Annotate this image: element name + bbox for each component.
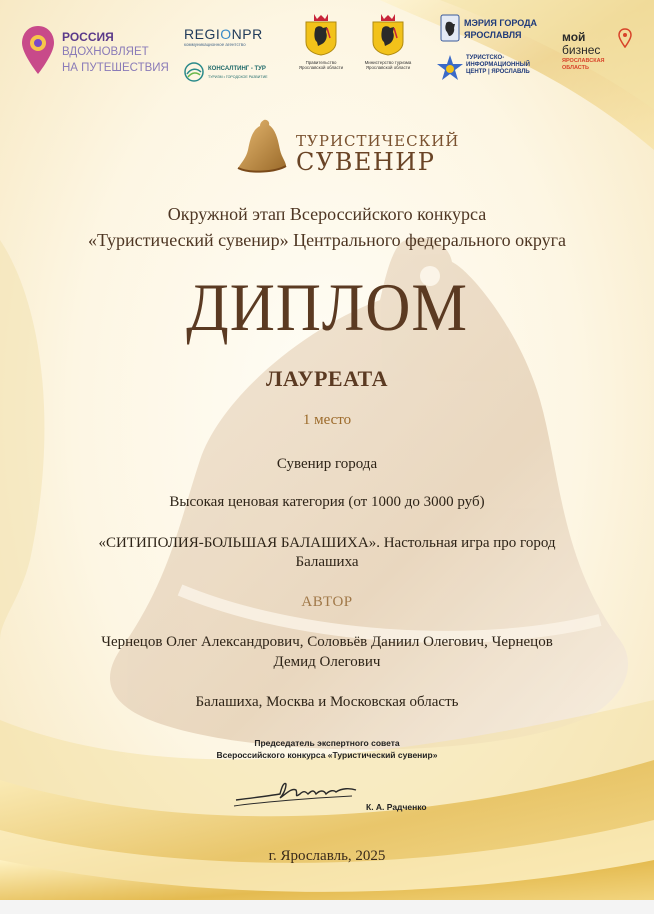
regionpr-subtitle: коммуникационное агентство: [184, 42, 246, 47]
meriya-yaroslavlya-logo: [440, 12, 560, 46]
rossiya-line3: НА ПУТЕШЕСТВИЯ: [62, 62, 169, 74]
star-emblem-icon: [436, 54, 464, 84]
pravitelstvo-caption-1: Правительство: [305, 60, 337, 65]
chair-position-line2: Всероссийского конкурса «Туристический сувенир»: [216, 750, 438, 760]
price-category: Высокая ценовая категория (от 1000 до 3000 руб): [169, 494, 485, 510]
diploma-title: ДИПЛОМ: [186, 269, 468, 345]
tic-line2: ИНФОРМАЦИОННЫЙ: [466, 62, 530, 68]
ministerstvo-caption-1: Министерство туризма: [364, 60, 412, 65]
region: Балашиха, Москва и Московская область: [195, 694, 459, 710]
place-label: 1 место: [302, 412, 352, 428]
pravitelstvo-caption-2: Ярославской области: [298, 65, 344, 70]
contest-title-line2: «Туристический сувенир» Центрального федерального округа: [87, 230, 567, 250]
konsalting-sub: ТУРИЗМ • ГОРОДСКОЕ РАЗВИТИЕ: [208, 75, 268, 79]
regionpr-name-b: O: [220, 26, 232, 42]
tic-yaroslavl-logo: [436, 54, 556, 88]
yaroslavl-crest-icon: [304, 12, 338, 56]
nomination: Сувенир города: [276, 456, 378, 472]
authors-line2: Демид Олегович: [273, 654, 381, 670]
konsalting-name: КОНСАЛТИНГ - ТУР: [208, 66, 266, 72]
regionpr-logo: [184, 26, 263, 47]
moy-biznes-logo: [562, 28, 642, 74]
rossiya-line1: РОССИЯ: [62, 30, 114, 44]
meriya-line1: МЭРИЯ ГОРОДА: [464, 18, 538, 28]
ministerstvo-logo: [358, 12, 418, 70]
moy-biznes-line3: ЯРОСЛАВСКАЯ: [562, 58, 605, 64]
location-pin-icon: [618, 28, 632, 48]
rossiya-line2: ВДОХНОВЛЯЕТ: [62, 46, 149, 58]
moy-biznes-line4: ОБЛАСТЬ: [562, 64, 589, 71]
moy-biznes-line2: бизнес: [562, 43, 601, 57]
contest-logo-line1: ТУРИСТИЧЕСКИЙ: [296, 132, 460, 150]
contest-logo-line2: СУВЕНИР: [296, 148, 436, 176]
bell-icon: [234, 118, 288, 176]
regionpr-name-c: NPR: [231, 26, 263, 42]
work-title-line1: «СИТИПОЛИЯ-БОЛЬШАЯ БАЛАШИХА». Настольная игра про город: [98, 535, 556, 551]
konsalting-tur-logo: [184, 62, 274, 84]
handwritten-signature: [232, 774, 372, 810]
diploma-subtitle: ЛАУРЕАТА: [265, 366, 389, 391]
map-pin-icon: [20, 24, 56, 76]
city-year: г. Ярославль, 2025: [268, 848, 386, 864]
tic-line1: ТУРИСТСКО-: [466, 55, 505, 61]
rossiya-vdokhnovlyaet-logo: [20, 22, 180, 82]
moy-biznes-line1: мой: [562, 30, 586, 44]
work-title-line2: Балашиха: [295, 554, 359, 570]
contest-title-line1: Окружной этап Всероссийского конкурса: [167, 204, 487, 224]
city-crest-icon: [440, 14, 460, 42]
chair-position-line1: Председатель экспертного совета: [254, 738, 400, 748]
pravitelstvo-logo: [294, 12, 348, 70]
globe-icon: [184, 62, 204, 82]
chair-name: К. А. Радченко: [366, 802, 427, 812]
regionpr-name-a: REGI: [184, 26, 221, 42]
yaroslavl-crest-icon: [371, 12, 405, 56]
ministerstvo-caption-2: Ярославской области: [365, 65, 411, 70]
authors-line1: Чернецов Олег Александрович, Соловьёв Даниил Олегович, Чернецов: [101, 634, 553, 650]
meriya-line2: ЯРОСЛАВЛЯ: [464, 30, 522, 40]
author-label: АВТОР: [301, 594, 353, 610]
tic-line3: ЦЕНТР | ЯРОСЛАВЛЬ: [466, 69, 530, 75]
